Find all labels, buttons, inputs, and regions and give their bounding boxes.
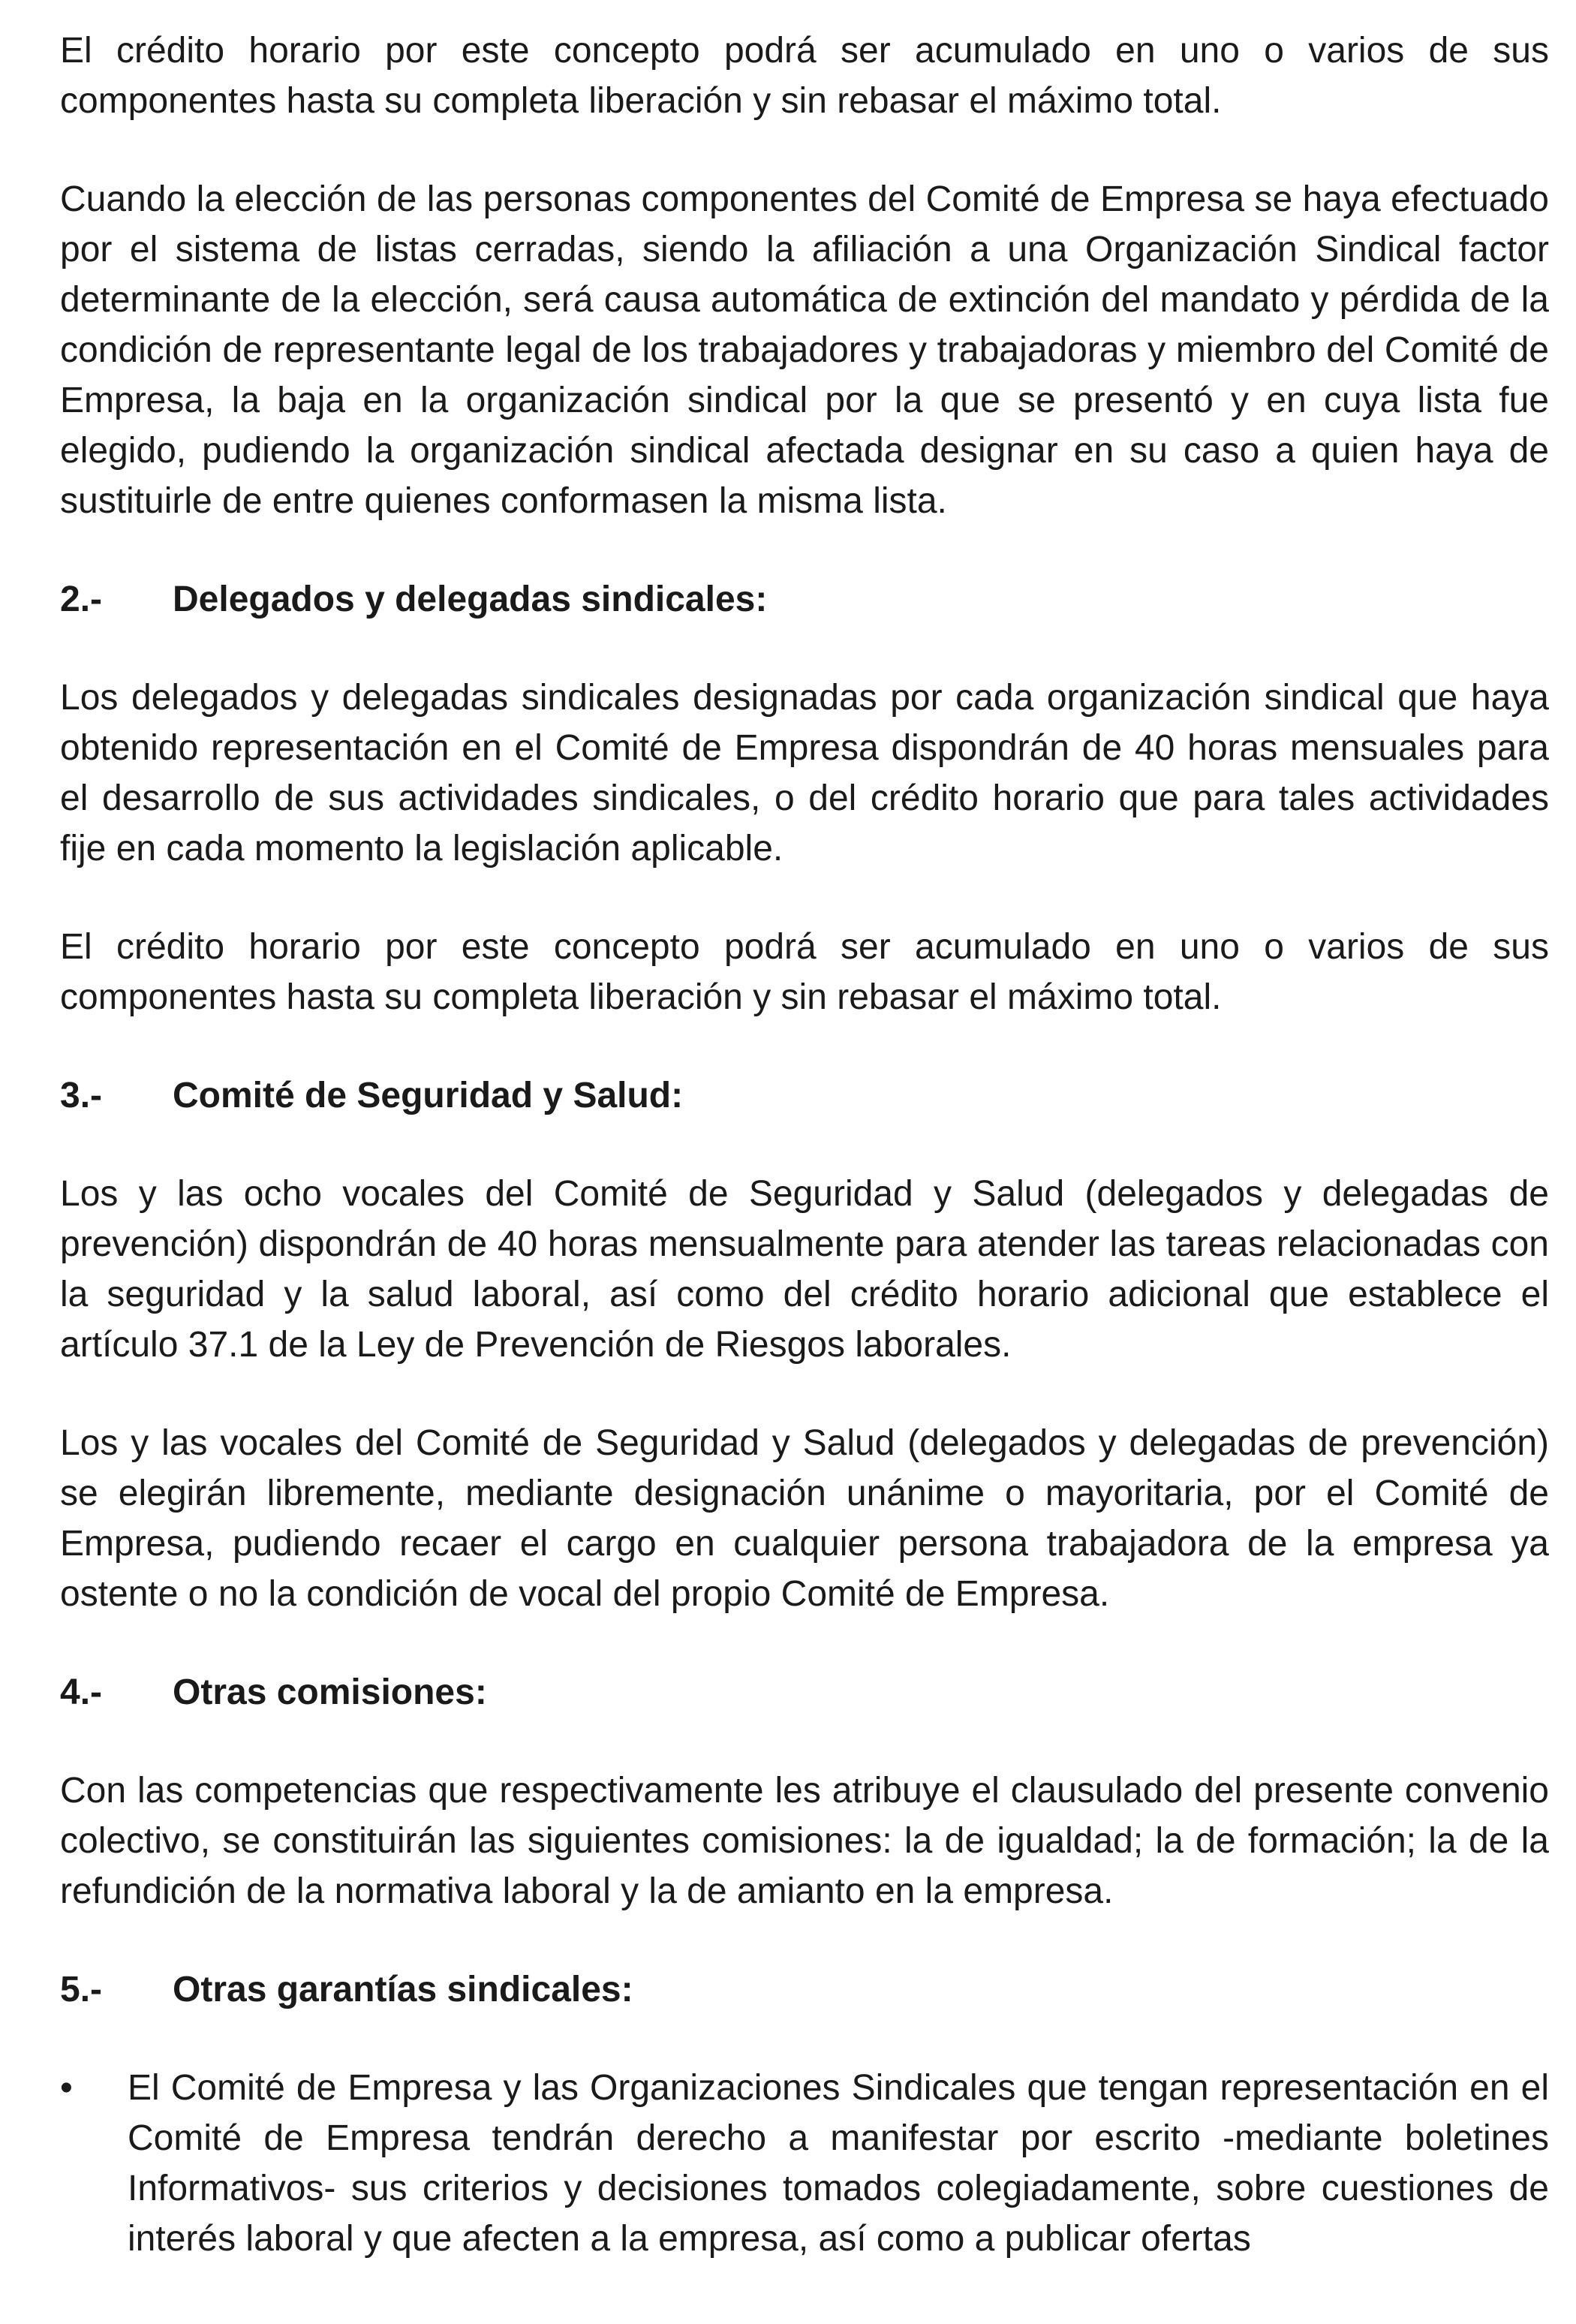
section-title: Otras garantías sindicales: — [173, 1970, 633, 2009]
paragraph-credito-horario-comite: El crédito horario por este concepto podrá ser acumulado en uno o varios de sus componentes hasta su completa liberación y sin rebasar el máximo total. — [60, 31, 1549, 121]
section-number: 3.- — [60, 1076, 103, 1115]
bullet-icon: • — [60, 2068, 73, 2108]
document-page — [60, 26, 1549, 2264]
paragraph-credito-horario-delegados: El crédito horario por este concepto podrá ser acumulado en uno o varios de sus componentes hasta su completa liberación y sin rebasar el máximo total. — [60, 927, 1549, 1017]
section-title: Delegados y delegadas sindicales: — [173, 579, 768, 619]
section-number: 4.- — [60, 1672, 103, 1712]
section-title: Comité de Seguridad y Salud: — [173, 1076, 684, 1115]
paragraph-comisiones: Con las competencias que respectivamente les atribuye el clausulado del presente convenio colectivo, se constituirán las siguientes comisiones: la de igualdad; la de formación; la de la refundición de la normativa laboral y la de amianto en la empresa. — [60, 1771, 1549, 1911]
section-number: 5.- — [60, 1970, 103, 2009]
section-heading-seguridad-salud — [60, 1070, 1549, 1121]
list-item — [60, 2063, 1549, 2264]
section-title: Otras comisiones: — [173, 1672, 487, 1712]
paragraph-delegados-horas: Los delegados y delegadas sindicales designadas por cada organización sindical que haya obtenido representación en el Comité de Empresa dispondrán de 40 horas mensuales para el desarrollo de sus actividades sindicales, o del crédito horario que para tales actividades fije en cada momento la legislación aplicable. — [60, 678, 1549, 868]
section-number: 2.- — [60, 579, 103, 619]
paragraph-vocales-horas: Los y las ocho vocales del Comité de Seguridad y Salud (delegados y delegadas de prevención) dispondrán de 40 horas mensualmente para atender las tareas relacionadas con la seguridad y la salud laboral, así como del crédito horario adicional que establece el artículo 37.1 de la Ley de Prevención de Riesgos laborales. — [60, 1174, 1549, 1365]
section-heading-garantias — [60, 1964, 1549, 2015]
bullet-text: El Comité de Empresa y las Organizaciones Sindicales que tengan representación en el Comité de Empresa tendrán derecho a manifestar por escrito -mediante boletines Informativos- sus criterios y decisiones tomados colegiadamente, sobre cuestiones de interés laboral y que afecten a la empresa, así como a publicar ofertas — [128, 2068, 1549, 2259]
paragraph-listas-cerradas: Cuando la elección de las personas componentes del Comité de Empresa se haya efectuado por el sistema de listas cerradas, siendo la afiliación a una Organización Sindical factor determinante de la elección, será causa automática de extinción del mandato y pérdida de la condición de representante legal de los trabajadores y trabajadoras y miembro del Comité de Empresa, la baja en la organización sindical por la que se presentó y en cuya lista fue elegido, pudiendo la organización sindical afectada designar en su caso a quien haya de sustituirle de entre quienes conformasen la misma lista. — [60, 179, 1549, 521]
paragraph-vocales-eleccion: Los y las vocales del Comité de Seguridad y Salud (delegados y delegadas de prevención) se elegirán libremente, mediante designación unánime o mayoritaria, por el Comité de Empresa, pudiendo recaer el cargo en cualquier persona trabajadora de la empresa ya ostente o no la condición de vocal del propio Comité de Empresa. — [60, 1423, 1549, 1614]
section-heading-otras-comisiones — [60, 1667, 1549, 1717]
section-heading-delegados — [60, 574, 1549, 625]
